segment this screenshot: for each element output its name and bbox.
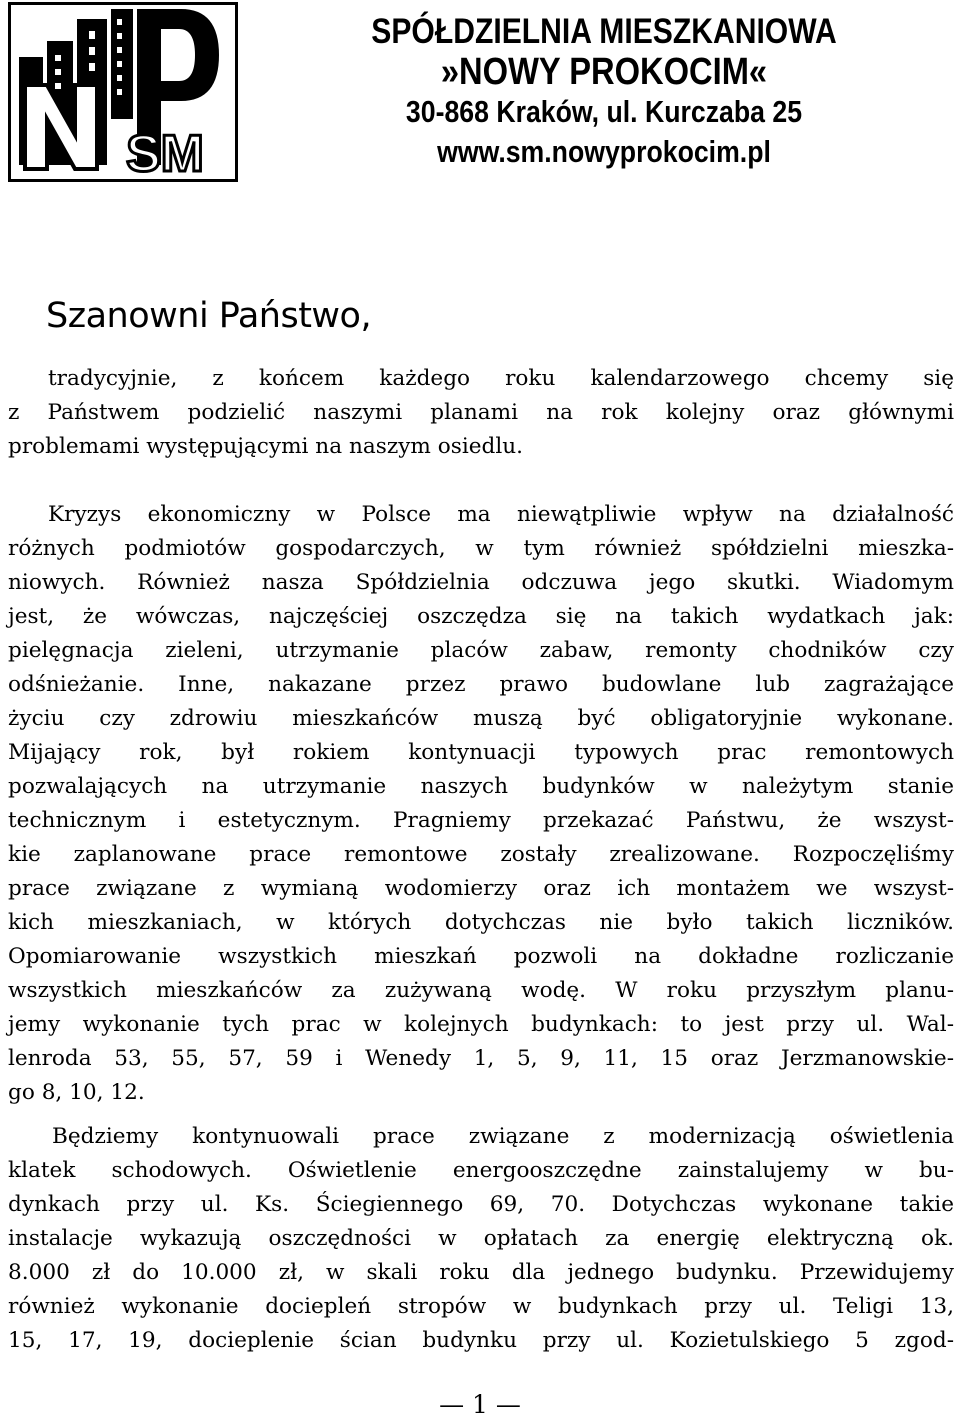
text-line: pielęgnacja zieleni, utrzymanie placów zabaw, remonty chodników czy <box>8 638 954 663</box>
page-number: — 1 — <box>439 1390 521 1419</box>
greeting-heading: Szanowni Państwo, <box>46 296 372 336</box>
text-line: dynkach przy ul. Ks. Ściegiennego 69, 70. Dotychczas wykonane takie <box>8 1192 954 1217</box>
nowy-prokocim-logo-icon <box>11 5 235 179</box>
text-line: problemami występującymi na naszym osiedlu. <box>8 434 524 459</box>
organization-header <box>368 12 839 172</box>
cooperative-logo <box>8 2 238 182</box>
text-line: tradycyjnie, z końcem każdego roku kalendarzowego chcemy się <box>48 366 954 391</box>
text-line: odśnieżanie. Inne, nakazane przez prawo budowlane lub zagrażające <box>8 672 954 697</box>
text-line: różnych podmiotów gospodarczych, w tym również spółdzielni mieszka- <box>8 536 954 561</box>
org-estate-name: »NOWY PROKOCIM« <box>440 51 768 93</box>
org-website: www.sm.nowyprokocim.pl <box>437 134 771 169</box>
text-line: lenroda 53, 55, 57, 59 i Wenedy 1, 5, 9, 11, 15 oraz Jerzmanowskie- <box>8 1046 954 1071</box>
text-line: Mijający rok, był rokiem kontynuacji typowych prac remontowych <box>8 740 954 765</box>
text-line: z Państwem podzielić naszymi planami na rok kolejny oraz głównymi <box>8 400 954 425</box>
svg-text:SM: SM <box>126 125 204 179</box>
text-line: życiu czy zdrowiu mieszkańców muszą być obligatoryjnie wykonane. <box>8 706 954 731</box>
text-line: instalacje wykazują oszczędności w opłatach za energię elektryczną ok. <box>8 1226 954 1251</box>
text-line: pozwalających na utrzymanie naszych budynków w należytym stanie <box>8 774 954 799</box>
text-line: Opomiarowanie wszystkich mieszkań pozwoli na dokładne rozliczanie <box>8 944 954 969</box>
text-line: 15, 17, 19, docieplenie ścian budynku przy ul. Kozietulskiego 5 zgod- <box>8 1328 954 1353</box>
org-name: SPÓŁDZIELNIA MIESZKANIOWA <box>371 12 837 51</box>
text-line: kich mieszkaniach, w których dotychczas nie było takich liczników. <box>8 910 954 935</box>
text-line: wszystkich mieszkańców za zużywaną wodę. W roku przyszłym planu- <box>8 978 954 1003</box>
text-line: prace związane z wymianą wodomierzy oraz ich montażem we wszyst- <box>8 876 954 901</box>
text-line: kie zaplanowane prace remontowe zostały zrealizowane. Rozpoczęliśmy <box>8 842 954 867</box>
text-line: klatek schodowych. Oświetlenie energooszczędne zainstalujemy w bu- <box>8 1158 954 1183</box>
text-line: jest, że wówczas, najczęściej oszczędza się na takich wydatkach jak: <box>8 604 954 629</box>
text-line: Będziemy kontynuowali prace związane z modernizacją oświetlenia <box>52 1124 954 1149</box>
org-address: 30-868 Kraków, ul. Kurczaba 25 <box>405 94 803 129</box>
text-line: niowych. Również nasza Spółdzielnia odczuwa jego skutki. Wiadomym <box>8 570 954 595</box>
text-line: jemy wykonanie tych prac w kolejnych budynkach: to jest przy ul. Wal- <box>8 1012 954 1037</box>
text-line: 8.000 zł do 10.000 zł, w skali roku dla jednego budynku. Przewidujemy <box>8 1260 954 1285</box>
text-line: również wykonanie dociepleń stropów w budynkach przy ul. Teligi 13, <box>8 1294 954 1319</box>
text-line: go 8, 10, 12. <box>8 1080 145 1105</box>
text-line: Kryzys ekonomiczny w Polsce ma niewątpliwie wpływ na działalność <box>48 502 954 527</box>
text-line: technicznym i estetycznym. Pragniemy przekazać Państwu, że wszyst- <box>8 808 954 833</box>
